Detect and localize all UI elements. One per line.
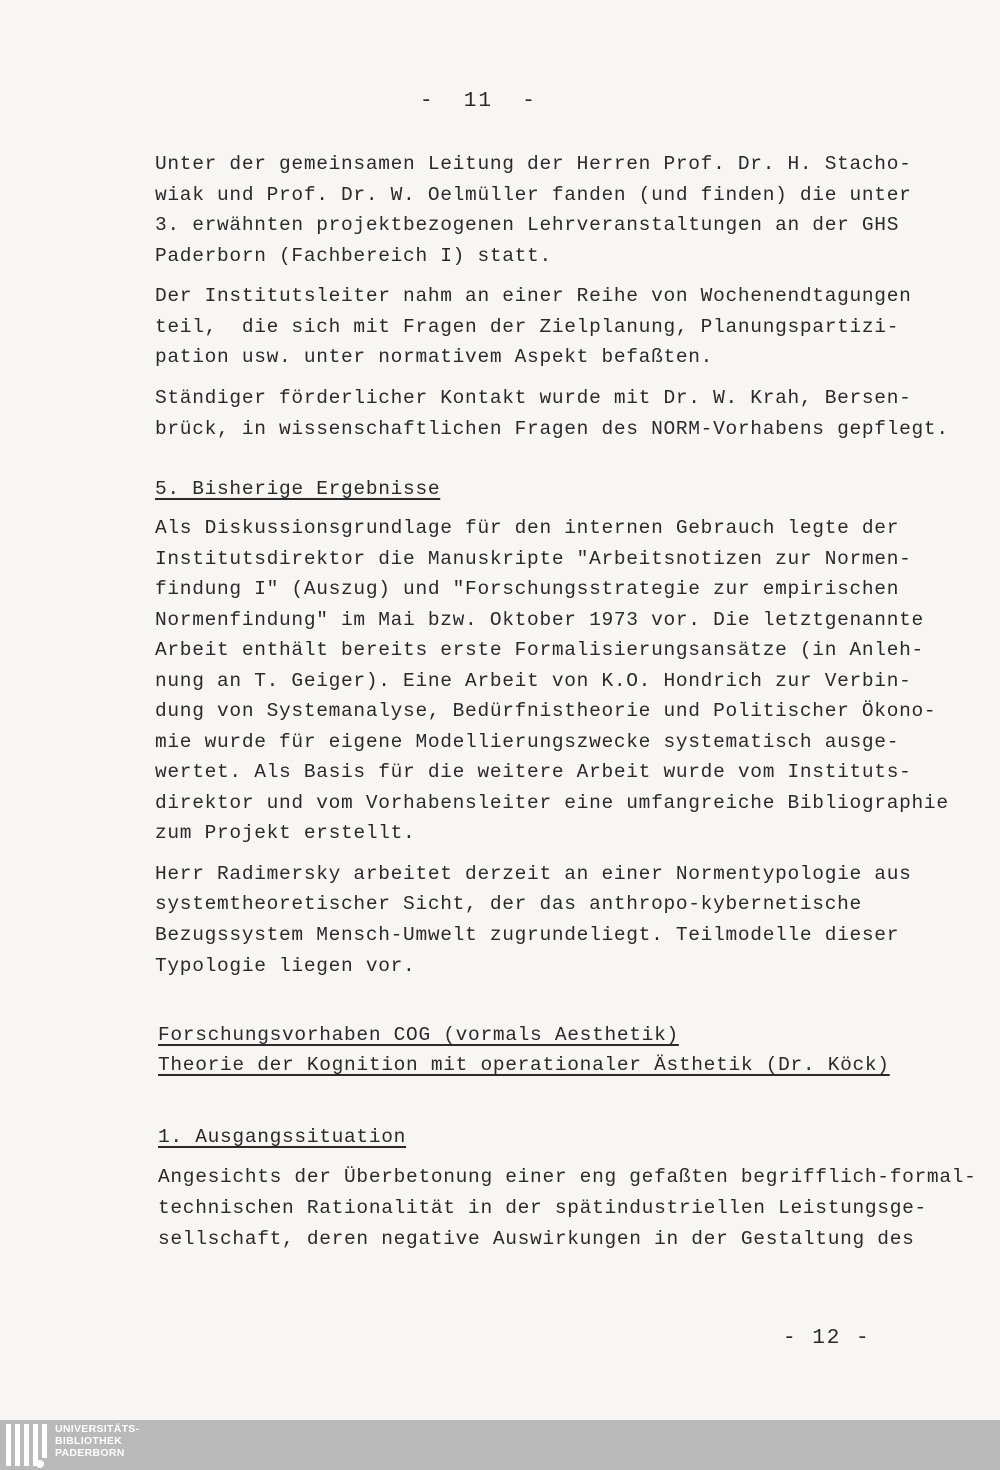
text-line: Ständiger förderlicher Kontakt wurde mit Dr. W. Krah, Bersen- [155,387,912,409]
text-line: 3. erwähnten projektbezogenen Lehrveranstaltungen an der GHS [155,214,900,236]
project-title: Forschungsvorhaben COG (vormals Aesthetik) [158,1024,679,1046]
text-line: sellschaft, deren negative Auswirkungen in der Gestaltung des [158,1228,915,1250]
page-number-bottom: - 12 - [783,1327,871,1350]
text-line: direktor und vom Vorhabensleiter eine umfangreiche Bibliographie [155,792,949,814]
text-line: dung von Systemanalyse, Bedürfnistheorie und Politischer Ökono- [155,700,937,722]
section-heading: 5. Bisherige Ergebnisse [155,478,441,500]
text-line: Unter der gemeinsamen Leitung der Herren Prof. Dr. H. Stacho- [155,153,912,175]
library-footer [0,1420,1000,1470]
text-line: brück, in wissenschaftlichen Fragen des NORM-Vorhabens gepflegt. [155,418,949,440]
text-line: findung I" (Auszug) und "Forschungsstrategie zur empirischen [155,578,900,600]
text-line: systemtheoretischer Sicht, der das anthropo-kybernetische [155,893,862,915]
text-line: Institutsdirektor die Manuskripte "Arbeitsnotizen zur Normen- [155,548,912,570]
text-line: Normenfindung" im Mai bzw. Oktober 1973 vor. Die letztgenannte [155,609,924,631]
text-line: Arbeit enthält bereits erste Formalisierungsansätze (in Anleh- [155,639,924,661]
text-line: Angesichts der Überbetonung einer eng gefaßten begrifflich-formal- [158,1166,977,1188]
logo-dot-icon [36,1460,44,1468]
text-line: wertet. Als Basis für die weitere Arbeit wurde vom Instituts- [155,761,912,783]
text-line: Typologie liegen vor. [155,955,416,977]
text-line: mie wurde für eigene Modellierungszwecke systematisch ausge- [155,731,900,753]
text-line: teil, die sich mit Fragen der Zielplanung, Planungspartizi- [155,316,900,338]
text-line: nung an T. Geiger). Eine Arbeit von K.O. Hondrich zur Verbin- [155,670,912,692]
library-logo-text: UNIVERSITÄTS- BIBLIOTHEK PADERBORN [55,1423,140,1459]
section-heading: 1. Ausgangssituation [158,1126,407,1148]
text-line: wiak und Prof. Dr. W. Oelmüller fanden (und finden) die unter [155,184,912,206]
text-line: Herr Radimersky arbeitet derzeit an einer Normentypologie aus [155,863,912,885]
text-line: pation usw. unter normativem Aspekt befaßten. [155,346,714,368]
text-line: zum Projekt erstellt. [155,822,416,844]
project-title: Theorie der Kognition mit operationaler Ästhetik (Dr. Köck) [158,1054,890,1076]
text-line: Paderborn (Fachbereich I) statt. [155,245,552,267]
text-line: Der Institutsleiter nahm an einer Reihe von Wochenendtagungen [155,285,912,307]
text-line: technischen Rationalität in der spätindustriellen Leistungsge- [158,1197,927,1219]
text-line: Bezugssystem Mensch-Umwelt zugrundeliegt. Teilmodelle dieser [155,924,900,946]
page-number-top: - 11 - [420,90,537,113]
text-line: Als Diskussionsgrundlage für den internen Gebrauch legte der [155,517,900,539]
